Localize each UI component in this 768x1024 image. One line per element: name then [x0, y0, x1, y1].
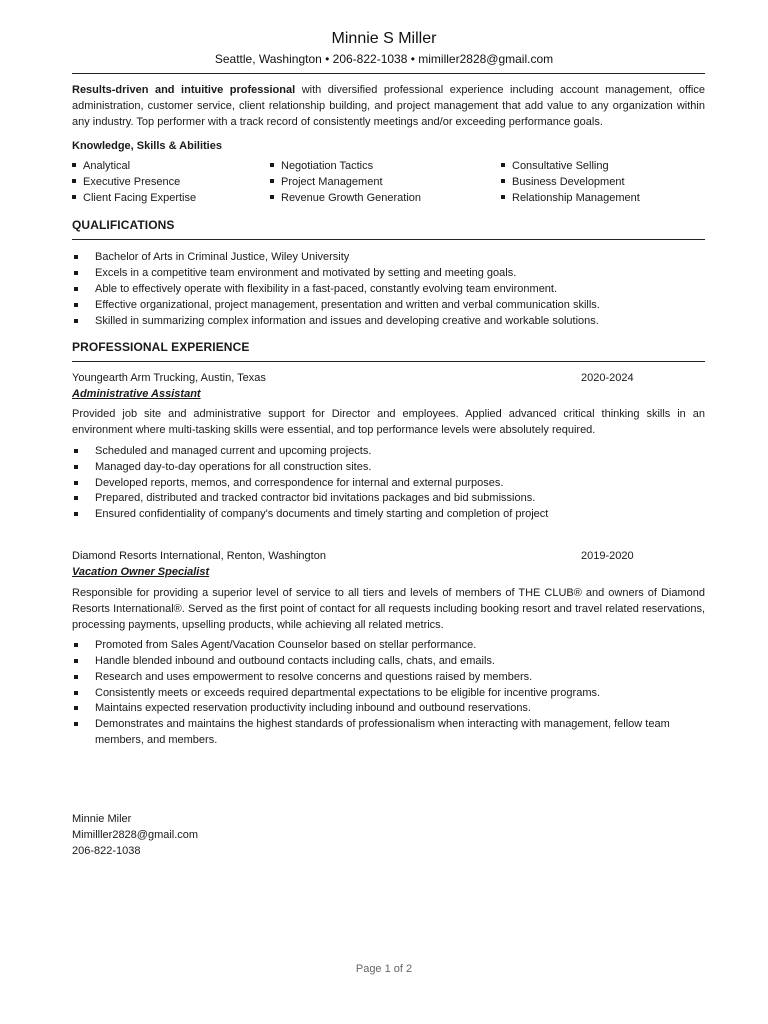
job-bullet: Maintains expected reservation productivity including inbound and outbound reservations. [72, 700, 705, 716]
job-company: Youngearth Arm Trucking, Austin, Texas [72, 372, 266, 384]
bullet-icon [74, 449, 78, 453]
bullet-icon [74, 691, 78, 695]
skill-item: Consultative Selling [501, 158, 640, 174]
skills-column-2 [270, 158, 421, 206]
job-title: Administrative Assistant [72, 388, 201, 400]
bullet-icon [74, 465, 78, 469]
bullet-icon [501, 195, 505, 199]
job-dates: 2019-2020 [581, 550, 634, 562]
bullet-icon [72, 163, 76, 167]
skills-column-3 [501, 158, 640, 206]
bullet-icon [501, 179, 505, 183]
bullet-icon [72, 179, 76, 183]
bullet-icon [74, 319, 78, 323]
job-bullet: Research and uses empowerment to resolve concerns and questions raised by members. [72, 669, 705, 685]
job-description: Responsible for providing a superior level of service to all tiers and levels of members of THE CLUB® and owners of Diamond Resorts International®. Served as the first point of contact for all requests including booking resort and travel related reservations, processing payments, upselling products, while achieving all related metrics. [72, 587, 705, 631]
experience-heading: PROFESSIONAL EXPERIENCE [72, 340, 250, 354]
skill-item: Negotiation Tactics [270, 158, 421, 174]
qualifications-heading: QUALIFICATIONS [72, 218, 175, 232]
job-bullet: Prepared, distributed and tracked contractor bid invitations packages and bid submissions. [72, 490, 705, 506]
experience-divider [72, 361, 705, 362]
bullet-icon [74, 481, 78, 485]
skill-item: Project Management [270, 174, 421, 190]
summary-lead: Results-driven and intuitive professional [72, 84, 296, 96]
skill-item: Client Facing Expertise [72, 190, 196, 206]
job-title: Vacation Owner Specialist [72, 566, 210, 578]
job-dates: 2020-2024 [581, 372, 634, 384]
job-bullet: Managed day-to-day operations for all construction sites. [72, 459, 705, 475]
header-divider [72, 73, 705, 74]
bullet-icon [270, 195, 274, 199]
job-bullet: Developed reports, memos, and correspondence for internal and external purposes. [72, 475, 705, 491]
summary-text: with diversified professional experience including account management, office administration, customer service, client relationship building, and project management that add value to any organization within any industry. Top performer with a track record of consistently meetings and/or exceeding performance goals. [72, 84, 705, 128]
bullet-icon [74, 496, 78, 500]
bullet-icon [74, 271, 78, 275]
qualifications-divider [72, 239, 705, 240]
skill-item: Relationship Management [501, 190, 640, 206]
bullet-icon [74, 303, 78, 307]
bullet-icon [74, 255, 78, 259]
skills-heading: Knowledge, Skills & Abilities [72, 140, 222, 152]
skill-item: Executive Presence [72, 174, 196, 190]
summary-paragraph [72, 82, 705, 130]
job-bullet: Consistently meets or exceeds required departmental expectations to be eligible for incentive programs. [72, 685, 705, 701]
job-bullet: Promoted from Sales Agent/Vacation Counselor based on stellar performance. [72, 637, 705, 653]
signature-name: Minnie Miler [72, 813, 132, 825]
page-number: Page 1 of 2 [355, 963, 413, 975]
bullet-icon [74, 643, 78, 647]
bullet-icon [74, 287, 78, 291]
bullet-icon [72, 195, 76, 199]
job-bullet: Demonstrates and maintains the highest standards of professionalism when interacting with management, fellow team members, and members. [72, 716, 705, 748]
signature-email: Mimilller2828@gmail.com [72, 829, 199, 841]
job-description: Provided job site and administrative support for Director and employees. Applied advanced critical thinking skills in an environment where multi-tasking skills were essential, and top performance levels were absolutely required. [72, 408, 705, 436]
bullet-icon [270, 163, 274, 167]
job-bullet: Handle blended inbound and outbound contacts including calls, chats, and emails. [72, 653, 705, 669]
skills-column-1 [72, 158, 196, 206]
bullet-icon [74, 722, 78, 726]
bullet-icon [270, 179, 274, 183]
bullet-icon [74, 512, 78, 516]
qualification-item: Effective organizational, project management, presentation and written and verbal communication skills. [72, 297, 705, 313]
bullet-icon [74, 659, 78, 663]
qualification-item: Bachelor of Arts in Criminal Justice, Wiley University [72, 249, 705, 265]
bullet-icon [74, 706, 78, 710]
skill-item: Business Development [501, 174, 640, 190]
qualification-item: Skilled in summarizing complex information and issues and developing creative and workable solutions. [72, 313, 705, 329]
contact-line: Seattle, Washington • 206-822-1038 • mimiller2828@gmail.com [214, 52, 554, 66]
job-bullet: Ensured confidentiality of company's documents and timely starting and completion of project [72, 506, 705, 522]
qualification-item: Excels in a competitive team environment and motivated by setting and meeting goals. [72, 265, 705, 281]
job-bullet: Scheduled and managed current and upcoming projects. [72, 443, 705, 459]
signature-phone: 206-822-1038 [72, 845, 141, 857]
bullet-icon [74, 675, 78, 679]
skill-item: Analytical [72, 158, 196, 174]
bullet-icon [501, 163, 505, 167]
skill-item: Revenue Growth Generation [270, 190, 421, 206]
qualification-item: Able to effectively operate with flexibility in a fast-paced, constantly evolving team environment. [72, 281, 705, 297]
candidate-name: Minnie S Miller [331, 30, 437, 47]
job-company: Diamond Resorts International, Renton, Washington [72, 550, 326, 562]
